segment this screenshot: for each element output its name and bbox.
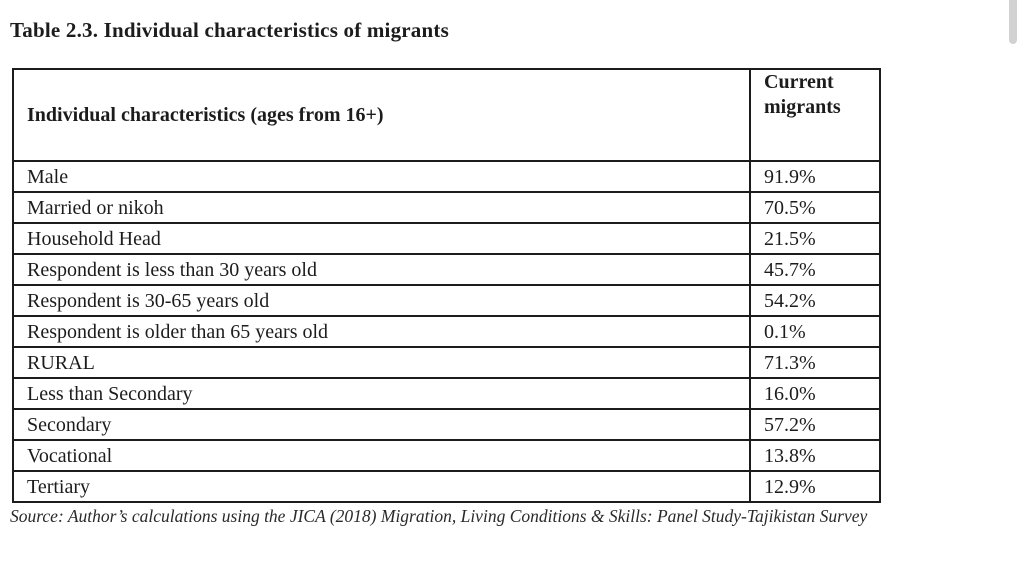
value-cell: 71.3% (750, 347, 880, 378)
value-cell: 21.5% (750, 223, 880, 254)
table-row (13, 285, 880, 316)
column-header-characteristics: Individual characteristics (ages from 16+) (13, 69, 750, 161)
characteristic-cell: Male (13, 161, 750, 192)
table-caption: Table 2.3. Individual characteristics of migrants (10, 18, 449, 42)
table-row (13, 192, 880, 223)
characteristic-cell: Respondent is less than 30 years old (13, 254, 750, 285)
header-row (13, 69, 880, 161)
characteristic-cell: Vocational (13, 440, 750, 471)
characteristic-cell: Respondent is 30-65 years old (13, 285, 750, 316)
characteristic-cell: Secondary (13, 409, 750, 440)
table-row (13, 254, 880, 285)
characteristics-table (12, 68, 881, 503)
table-body (13, 161, 880, 502)
table-row (13, 316, 880, 347)
column-header-current-migrants: Current migrants (750, 69, 880, 161)
value-cell: 45.7% (750, 254, 880, 285)
value-cell: 12.9% (750, 471, 880, 502)
vertical-scrollbar-thumb[interactable] (1009, 0, 1017, 44)
characteristic-cell: Household Head (13, 223, 750, 254)
table-row (13, 471, 880, 502)
table-row (13, 223, 880, 254)
characteristic-cell: Respondent is older than 65 years old (13, 316, 750, 347)
characteristic-cell: Married or nikoh (13, 192, 750, 223)
value-cell: 0.1% (750, 316, 880, 347)
value-cell: 70.5% (750, 192, 880, 223)
table-row (13, 440, 880, 471)
table-header (13, 69, 880, 161)
value-cell: 54.2% (750, 285, 880, 316)
table-row (13, 347, 880, 378)
value-cell: 57.2% (750, 409, 880, 440)
table-row (13, 161, 880, 192)
characteristic-cell: Less than Secondary (13, 378, 750, 409)
table-row (13, 409, 880, 440)
source-note: Source: Author’s calculations using the JICA (2018) Migration, Living Conditions & Skills: Panel Study-Tajikistan Survey (10, 506, 868, 526)
value-cell: 91.9% (750, 161, 880, 192)
characteristic-cell: Tertiary (13, 471, 750, 502)
value-cell: 13.8% (750, 440, 880, 471)
characteristic-cell: RURAL (13, 347, 750, 378)
table-row (13, 378, 880, 409)
value-cell: 16.0% (750, 378, 880, 409)
